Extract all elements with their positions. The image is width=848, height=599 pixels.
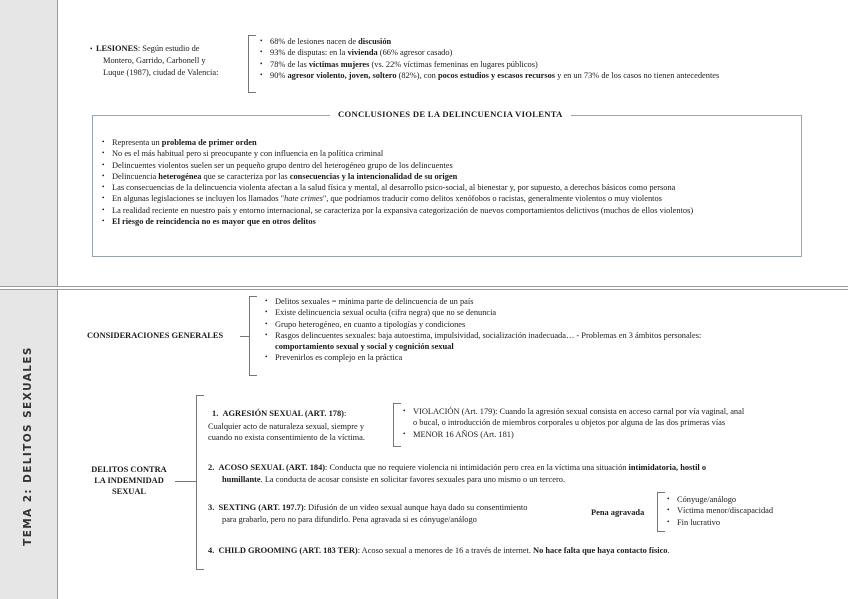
list-item: • Delincuentes violentos suelen ser un pequeño grupo dentro del heterogéneo grupo de los delincuentes bbox=[102, 160, 693, 171]
list-item: • No es el más habitual pero si preocupante y con influencia en la política criminal bbox=[102, 148, 693, 159]
list-item: • Prevenirlos es complejo en la práctica bbox=[265, 352, 701, 363]
list-item: • Rasgos delincuentes sexuales: baja autoestima, impulsividad, socialización inadecuada… - Problemas en 3 ámbitos personales: comportamiento sexual y social y cognición sexual bbox=[265, 330, 701, 353]
list-item: • En algunas legislaciones se incluyen los llamados "hate crimes", que podríamos traducir como delitos xenófobos o racistas, generalmente violentos o muy violentos bbox=[102, 193, 693, 204]
list-item: • 78% de las víctimas mujeres (vs. 22% víctimas femeninas en lugares públicos) bbox=[260, 59, 719, 70]
conclusiones-title: CONCLUSIONES DE LA DELINCUENCIA VIOLENTA bbox=[330, 109, 571, 120]
agresion-sub-list bbox=[403, 406, 744, 440]
list-item: • 93% de disputas: en la vivienda (66% agresor casado) bbox=[260, 47, 719, 58]
list-item: • Delincuencia heterogénea que se caracteriza por las consecuencias y la intencionalidad de su origen bbox=[102, 171, 693, 182]
acoso-item: 2. ACOSO SEXUAL (ART. 184): Conducta que no requiere violencia ni intimidación pero crea en la víctima una situación intimidatoria, hostil o bbox=[208, 463, 707, 472]
pena-bracket bbox=[657, 492, 665, 532]
list-item: • Cónyuge/análogo bbox=[667, 494, 773, 505]
section-divider-2 bbox=[0, 289, 848, 290]
agresion-title: 1. AGRESIÓN SEXUAL (ART. 178): bbox=[212, 409, 347, 418]
conclusiones-list bbox=[102, 137, 693, 227]
lesiones-bracket bbox=[248, 35, 256, 93]
list-item: • MENOR 16 AÑOS (Art. 181) bbox=[403, 429, 744, 440]
consideraciones-label: CONSIDERACIONES GENERALES bbox=[87, 331, 224, 340]
consideraciones-connector bbox=[240, 336, 249, 337]
lesiones-label-l3: Luque (1987), ciudad de Valencia: bbox=[103, 68, 219, 77]
sexting-item-l2: para grabarlo, pero no para difundirlo. Pena agravada si es cónyuge/análogo bbox=[222, 515, 477, 524]
agresion-desc: Cualquier acto de naturaleza sexual, siempre y cuando no exista consentimiento de la víctima. bbox=[208, 422, 365, 442]
list-item: • Fin lucrativo bbox=[667, 517, 773, 528]
delitos-bracket bbox=[196, 395, 204, 570]
delitos-label: DELITOS CONTRA LA INDEMNIDAD SEXUAL bbox=[91, 465, 167, 496]
list-item: • VIOLACIÓN (Art. 179): Cuando la agresión sexual consista en acceso carnal por vía vaginal, anal o bucal, o introducción de miembros corporales u objetos por alguna de las dos primeras vías bbox=[403, 406, 744, 429]
list-item: • Representa un problema de primer orden bbox=[102, 137, 693, 148]
list-item: • El riesgo de reincidencia no es mayor que en otros delitos bbox=[102, 216, 693, 227]
list-item: • Las consecuencias de la delincuencia violenta afectan a la salud física y mental, al desarrollo psico-social, al bienestar y, por supuesto, a derechos básicos como persona bbox=[102, 182, 693, 193]
lesiones-list bbox=[260, 36, 719, 81]
list-item: • Grupo heterogéneo, en cuanto a tipologías y condiciones bbox=[265, 319, 701, 330]
list-item: • La realidad reciente en nuestro país y entorno internacional, se caracteriza por la expansiva categorización de nuevos comportamientos delictivos (muchos de ellos violentos) bbox=[102, 205, 693, 216]
list-item: • 68% de lesiones nacen de discusión bbox=[260, 36, 719, 47]
list-item: • Existe delincuencia sexual oculta (cifra negra) que no se denuncia bbox=[265, 307, 701, 318]
lesiones-label: • LESIONES: Según estudio de bbox=[90, 44, 200, 53]
delitos-connector bbox=[175, 481, 196, 482]
acoso-item-l2: humillante. La conducta de acosar consiste en solicitar favores sexuales para uno mismo o un tercero. bbox=[222, 475, 566, 484]
lesiones-label-l2: Montero, Garrido, Carbonell y bbox=[103, 56, 206, 65]
grooming-item: 4. CHILD GROOMING (ART. 183 TER): Acoso sexual a menores de 16 a través de internet. No hace falta que haya contacto físico. bbox=[208, 546, 670, 555]
consideraciones-bracket bbox=[249, 296, 257, 376]
left-margin-top bbox=[0, 0, 58, 287]
tema-title: TEMA 2: DELITOS SEXUALES bbox=[22, 346, 34, 546]
pena-agravada-label: Pena agravada bbox=[591, 508, 645, 517]
list-item: • Delitos sexuales = mínima parte de delincuencia de un país bbox=[265, 296, 701, 307]
sexting-item: 3. SEXTING (ART. 197.7): Difusión de un video sexual aunque haya dado su consentimiento bbox=[208, 503, 528, 512]
section-divider bbox=[0, 286, 848, 287]
consideraciones-list bbox=[265, 296, 701, 364]
pena-list bbox=[667, 494, 773, 528]
list-item: • 90% agresor violento, joven, soltero (82%), con pocos estudios y escasos recursos y en un 73% de los casos no tienen antecedentes bbox=[260, 70, 719, 81]
agresion-bracket bbox=[393, 403, 401, 447]
list-item: • Víctima menor/discapacidad bbox=[667, 505, 773, 516]
